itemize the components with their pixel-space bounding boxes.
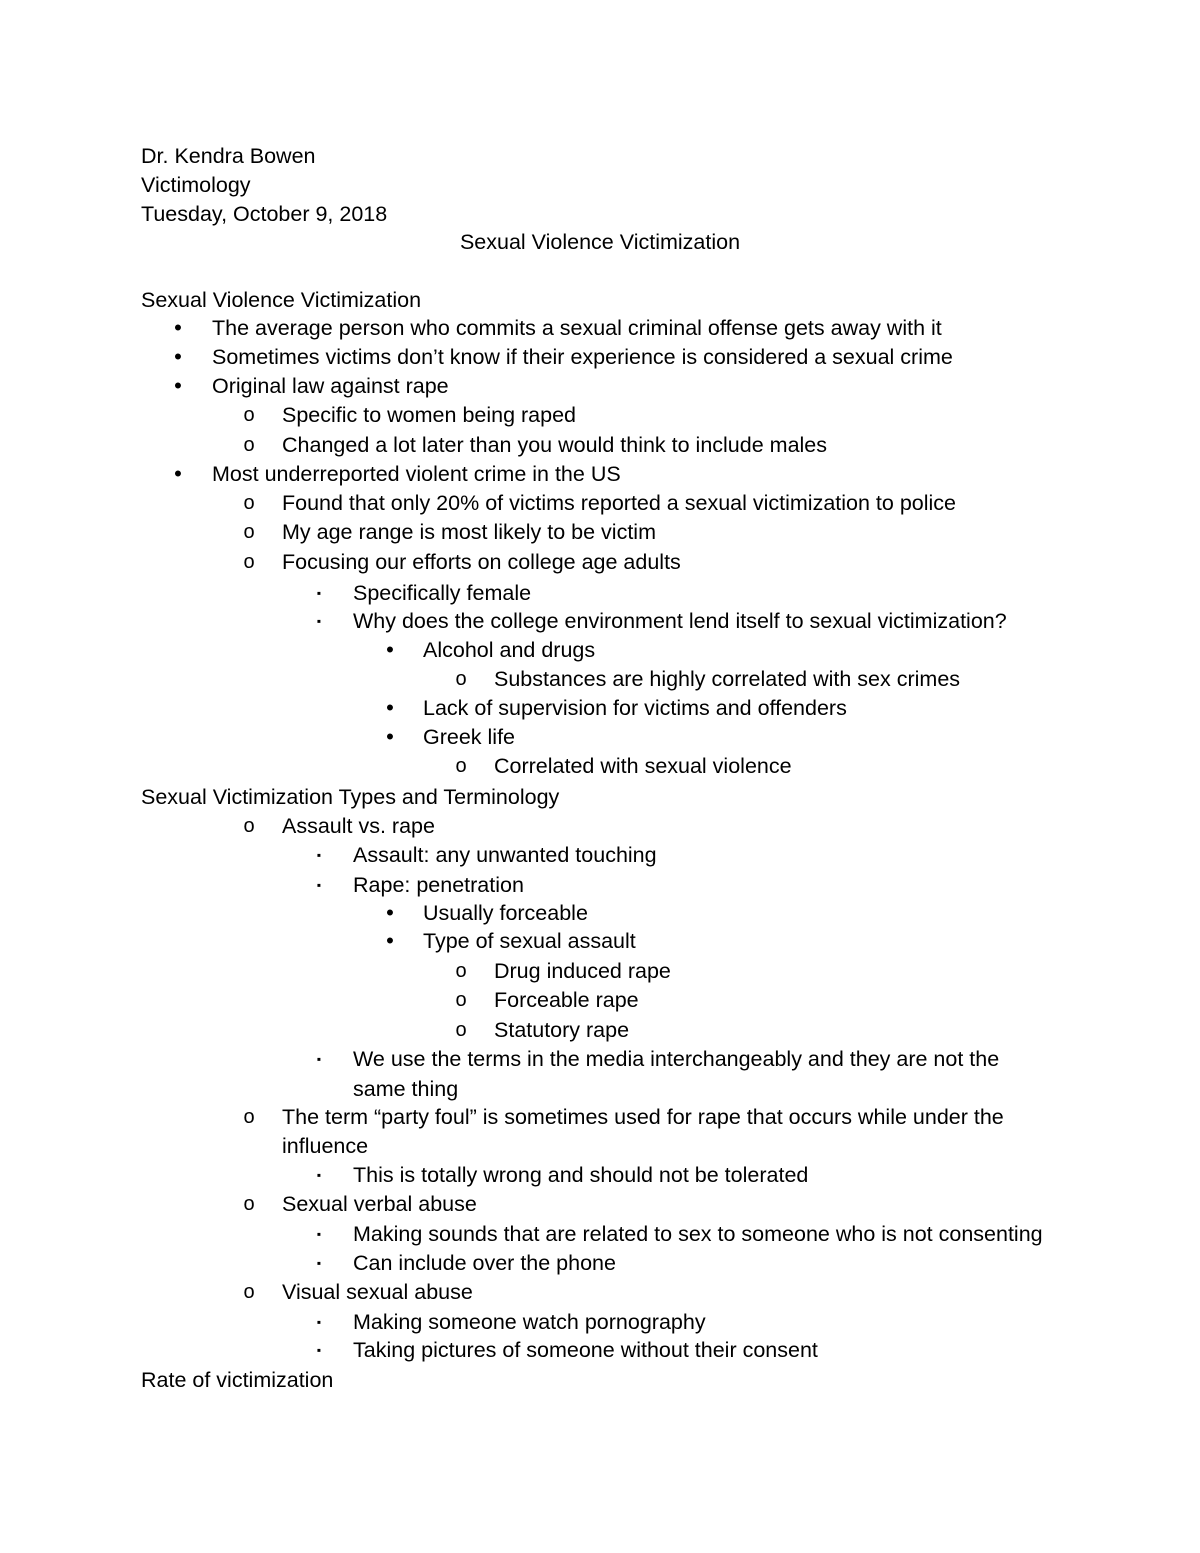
section-2-heading: [0, 782, 1200, 812]
list-item-continuation: [0, 1131, 1200, 1161]
item-text: Making someone watch pornography: [353, 1310, 706, 1334]
list-item: [0, 488, 1200, 518]
list-item: [0, 635, 1200, 665]
disc-bullet-icon: •: [386, 637, 394, 662]
item-text: Original law against rape: [212, 374, 449, 398]
title-line: [0, 227, 1200, 257]
item-text: Making sounds that are related to sex to someone who is not consenting: [353, 1222, 1043, 1246]
list-item: [0, 1102, 1200, 1132]
instructor-name: Dr. Kendra Bowen: [141, 144, 316, 168]
square-bullet-icon: ▪: [316, 1256, 322, 1270]
item-text: Assault: any unwanted touching: [353, 843, 657, 867]
item-text: Changed a lot later than you would think to include males: [282, 433, 828, 457]
item-text: The average person who commits a sexual criminal offense gets away with it: [212, 316, 942, 340]
list-item: [0, 751, 1200, 781]
list-item: [0, 313, 1200, 343]
list-item: [0, 1307, 1200, 1337]
list-item: [0, 400, 1200, 430]
list-item-continuation: [0, 1074, 1200, 1104]
section-heading: Sexual Victimization Types and Terminology: [141, 785, 560, 809]
list-item: [0, 840, 1200, 870]
item-text: Alcohol and drugs: [423, 638, 596, 662]
item-text: Usually forceable: [423, 901, 588, 925]
item-text: We use the terms in the media interchangeably and they are not the: [353, 1047, 1000, 1071]
circle-bullet-icon: o: [455, 755, 467, 777]
list-item: [0, 1335, 1200, 1365]
list-item: [0, 606, 1200, 636]
item-text: Taking pictures of someone without their consent: [353, 1338, 818, 1362]
item-text: Specifically female: [353, 581, 532, 605]
item-text: same thing: [353, 1077, 459, 1101]
list-item: [0, 811, 1200, 841]
item-text: Can include over the phone: [353, 1251, 616, 1275]
item-text: Statutory rape: [494, 1018, 630, 1042]
section-heading: Sexual Violence Victimization: [141, 288, 422, 312]
disc-bullet-icon: •: [386, 928, 394, 953]
disc-bullet-icon: •: [174, 315, 182, 340]
disc-bullet-icon: •: [386, 900, 394, 925]
circle-bullet-icon: o: [243, 434, 255, 456]
course-name: Victimology: [141, 173, 251, 197]
item-text: Drug induced rape: [494, 959, 671, 983]
square-bullet-icon: ▪: [316, 848, 322, 862]
list-item: [0, 342, 1200, 372]
item-text: Greek life: [423, 725, 516, 749]
circle-bullet-icon: o: [243, 815, 255, 837]
list-item: [0, 870, 1200, 900]
square-bullet-icon: ▪: [316, 1227, 322, 1241]
circle-bullet-icon: o: [455, 1019, 467, 1041]
list-item: [0, 664, 1200, 694]
course-line: [0, 170, 1200, 200]
item-text: Found that only 20% of victims reported a sexual victimization to police: [282, 491, 956, 515]
list-item: [0, 1015, 1200, 1045]
disc-bullet-icon: •: [174, 344, 182, 369]
list-item: [0, 1248, 1200, 1278]
item-text: Most underreported violent crime in the US: [212, 462, 621, 486]
section-heading: Rate of victimization: [141, 1368, 334, 1392]
square-bullet-icon: ▪: [316, 1315, 322, 1329]
list-item: [0, 459, 1200, 489]
item-text: Specific to women being raped: [282, 403, 577, 427]
circle-bullet-icon: o: [243, 1193, 255, 1215]
list-item: [0, 956, 1200, 986]
item-text: Why does the college environment lend itself to sexual victimization?: [353, 609, 1007, 633]
section-3-heading: [0, 1365, 1200, 1395]
lecture-date: Tuesday, October 9, 2018: [141, 202, 388, 226]
item-text: This is totally wrong and should not be tolerated: [353, 1163, 809, 1187]
square-bullet-icon: ▪: [316, 1168, 322, 1182]
item-text: Lack of supervision for victims and offenders: [423, 696, 847, 720]
circle-bullet-icon: o: [455, 989, 467, 1011]
item-text: My age range is most likely to be victim: [282, 520, 656, 544]
list-item: [0, 547, 1200, 577]
list-item: [0, 693, 1200, 723]
item-text: influence: [282, 1134, 369, 1158]
circle-bullet-icon: o: [455, 668, 467, 690]
item-text: Visual sexual abuse: [282, 1280, 473, 1304]
item-text: Type of sexual assault: [423, 929, 636, 953]
item-text: Sometimes victims don’t know if their experience is considered a sexual crime: [212, 345, 953, 369]
list-item: [0, 1044, 1200, 1074]
item-text: Rape: penetration: [353, 873, 524, 897]
circle-bullet-icon: o: [455, 960, 467, 982]
circle-bullet-icon: o: [243, 1281, 255, 1303]
square-bullet-icon: ▪: [316, 1343, 322, 1357]
circle-bullet-icon: o: [243, 1106, 255, 1128]
disc-bullet-icon: •: [386, 724, 394, 749]
section-1-heading: [0, 285, 1200, 315]
list-item: [0, 1219, 1200, 1249]
list-item: [0, 926, 1200, 956]
list-item: [0, 722, 1200, 752]
circle-bullet-icon: o: [243, 492, 255, 514]
square-bullet-icon: ▪: [316, 878, 322, 892]
item-text: Sexual verbal abuse: [282, 1192, 477, 1216]
disc-bullet-icon: •: [174, 461, 182, 486]
date-line: [0, 199, 1200, 229]
circle-bullet-icon: o: [243, 551, 255, 573]
item-text: Focusing our efforts on college age adults: [282, 550, 681, 574]
document-title: Sexual Violence Victimization: [459, 230, 741, 254]
instructor-line: [0, 141, 1200, 171]
list-item: [0, 578, 1200, 608]
disc-bullet-icon: •: [386, 695, 394, 720]
item-text: Forceable rape: [494, 988, 639, 1012]
list-item: [0, 371, 1200, 401]
square-bullet-icon: ▪: [316, 614, 322, 628]
list-item: [0, 898, 1200, 928]
circle-bullet-icon: o: [243, 404, 255, 426]
square-bullet-icon: ▪: [316, 1052, 322, 1066]
list-item: [0, 1277, 1200, 1307]
square-bullet-icon: ▪: [316, 586, 322, 600]
list-item: [0, 985, 1200, 1015]
item-text: Substances are highly correlated with sex crimes: [494, 667, 961, 691]
disc-bullet-icon: •: [174, 373, 182, 398]
circle-bullet-icon: o: [243, 521, 255, 543]
item-text: Correlated with sexual violence: [494, 754, 792, 778]
list-item: [0, 430, 1200, 460]
list-item: [0, 1160, 1200, 1190]
item-text: The term “party foul” is sometimes used for rape that occurs while under the: [282, 1105, 1004, 1129]
list-item: [0, 517, 1200, 547]
item-text: Assault vs. rape: [282, 814, 435, 838]
list-item: [0, 1189, 1200, 1219]
